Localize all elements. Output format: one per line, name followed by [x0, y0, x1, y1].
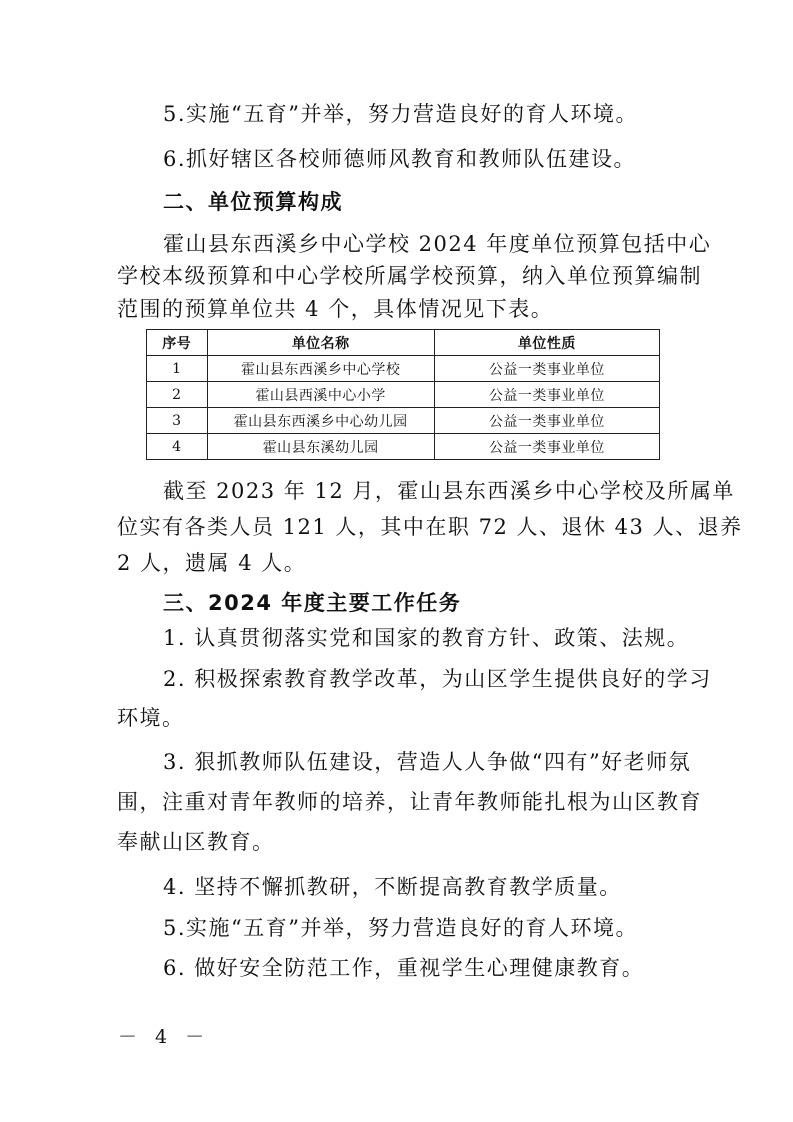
header-serial: 序号	[147, 330, 208, 356]
task-item-2-line-1: 2. 积极探索教育教学改革，为山区学生提供良好的学习	[163, 667, 712, 691]
task-item-2-line-2: 环境。	[117, 706, 185, 730]
paragraph-staff-line-3: 2 人，遗属 4 人。	[117, 551, 307, 575]
cell-serial: 3	[147, 408, 208, 434]
paragraph-budget-line-1: 霍山县东西溪乡中心学校 2024 年度单位预算包括中心	[163, 232, 712, 256]
cell-unit-name: 霍山县东西溪乡中心学校	[207, 356, 434, 382]
section-heading-budget-structure: 二、单位预算构成	[163, 190, 343, 214]
page-number: － 4 －	[118, 1026, 211, 1048]
task-item-3-line-3: 奉献山区教育。	[117, 830, 275, 854]
task-item-6: 6. 做好安全防范工作，重视学生心理健康教育。	[163, 956, 645, 980]
paragraph-teacher-ethics: 6.抓好辖区各校师德师风教育和教师队伍建设。	[163, 147, 637, 171]
cell-unit-name: 霍山县东西溪乡中心幼儿园	[207, 408, 434, 434]
paragraph-budget-line-2: 学校本级预算和中心学校所属学校预算，纳入单位预算编制	[117, 264, 702, 288]
cell-unit-type: 公益一类事业单位	[434, 434, 659, 460]
header-unit-name: 单位名称	[207, 330, 434, 356]
table-row	[147, 356, 660, 382]
table-row	[147, 434, 660, 460]
task-item-5: 5.实施“五育”并举，努力营造良好的育人环境。	[163, 916, 639, 940]
task-item-3-line-1: 3. 狠抓教师队伍建设，营造人人争做“四有”好老师氛	[163, 750, 692, 774]
cell-serial: 2	[147, 382, 208, 408]
paragraph-five-education: 5.实施“五育”并举，努力营造良好的育人环境。	[163, 102, 639, 126]
cell-serial: 4	[147, 434, 208, 460]
table-header-row	[147, 330, 660, 356]
cell-unit-name: 霍山县东溪幼儿园	[207, 434, 434, 460]
section-heading-main-tasks: 三、2024 年度主要工作任务	[163, 591, 462, 615]
cell-unit-type: 公益一类事业单位	[434, 356, 659, 382]
paragraph-staff-line-1: 截至 2023 年 12 月，霍山县东西溪乡中心学校及所属单	[163, 479, 735, 503]
table-row	[147, 382, 660, 408]
cell-unit-type: 公益一类事业单位	[434, 408, 659, 434]
task-item-1: 1. 认真贯彻落实党和国家的教育方针、政策、法规。	[163, 626, 690, 650]
table-row	[147, 408, 660, 434]
paragraph-budget-line-3: 范围的预算单位共 4 个，具体情况见下表。	[117, 297, 554, 321]
header-unit-type: 单位性质	[434, 330, 659, 356]
cell-serial: 1	[147, 356, 208, 382]
cell-unit-name: 霍山县西溪中心小学	[207, 382, 434, 408]
paragraph-staff-line-2: 位实有各类人员 121 人，其中在职 72 人、退休 43 人、退养	[117, 515, 743, 539]
task-item-4: 4. 坚持不懈抓教研，不断提高教育教学质量。	[163, 875, 622, 899]
task-item-3-line-2: 围，注重对青年教师的培养，让青年教师能扎根为山区教育	[117, 790, 702, 814]
cell-unit-type: 公益一类事业单位	[434, 382, 659, 408]
budget-units-table	[146, 329, 660, 460]
